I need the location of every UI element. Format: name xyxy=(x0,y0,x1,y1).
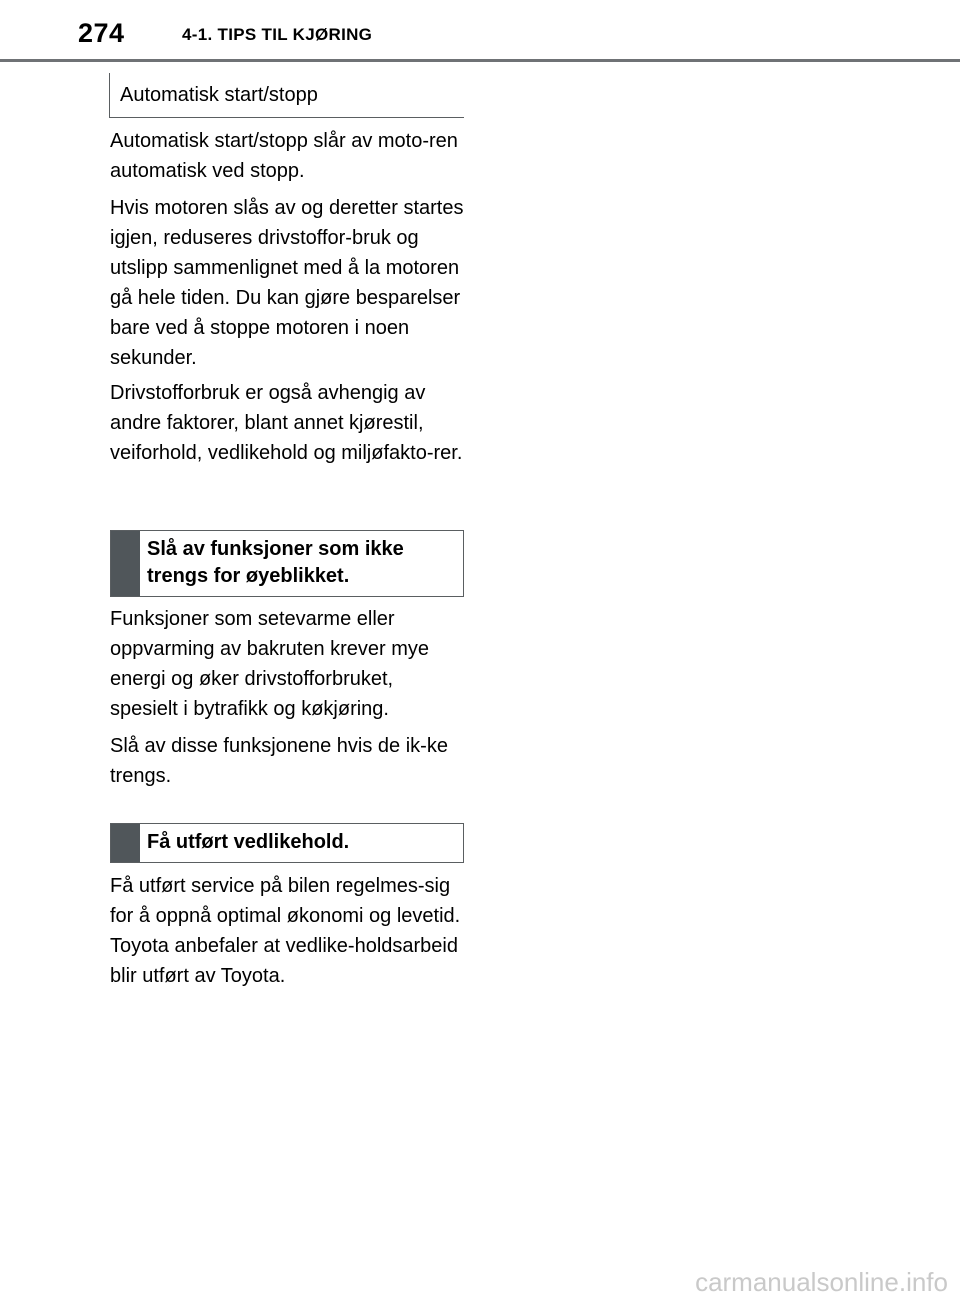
header-divider xyxy=(0,59,960,62)
tip-box-text: Få utført vedlikehold. xyxy=(147,831,350,853)
paragraph: Funksjoner som setevarme eller oppvarming av bakruten krever mye energi og øker drivstofforbruket, spesielt i bytrafikk og køkjøring. xyxy=(110,608,430,720)
subheading-automatic-start-stop: Automatisk start/stopp xyxy=(109,73,464,118)
section-title: 4-1. TIPS TIL KJØRING xyxy=(182,25,373,44)
paragraph: Automatisk start/stopp slår av moto-ren automatisk ved stopp. xyxy=(110,130,458,182)
tip-box-turn-off-functions xyxy=(110,530,464,597)
watermark: carmanualsonline.info xyxy=(695,1267,948,1297)
page-number: 274 xyxy=(78,18,125,48)
paragraph: Hvis motoren slås av og deretter startes igjen, reduseres drivstoffor-bruk og utslipp sammenlignet med å la motoren gå hele tiden. Du kan gjøre besparelser bare ved å stoppe motoren i noen sekunder. xyxy=(110,197,464,369)
tip-box-bar xyxy=(111,531,140,596)
tip-box-bar xyxy=(111,824,140,862)
tip-box-maintenance xyxy=(110,823,464,863)
tip-box-text: Slå av funksjoner som ikke trengs for øyeblikket. xyxy=(147,538,404,587)
paragraph: Få utført service på bilen regelmes-sig for å oppnå optimal økonomi og levetid. Toyota anbefaler at vedlike-holdsarbeid blir utført av Toyota. xyxy=(110,875,461,987)
paragraph: Slå av disse funksjonene hvis de ik-ke trengs. xyxy=(110,735,448,787)
paragraph: Drivstofforbruk er også avhengig av andre faktorer, blant annet kjørestil, veiforhold, vedlikehold og miljøfakto-rer. xyxy=(110,382,463,464)
